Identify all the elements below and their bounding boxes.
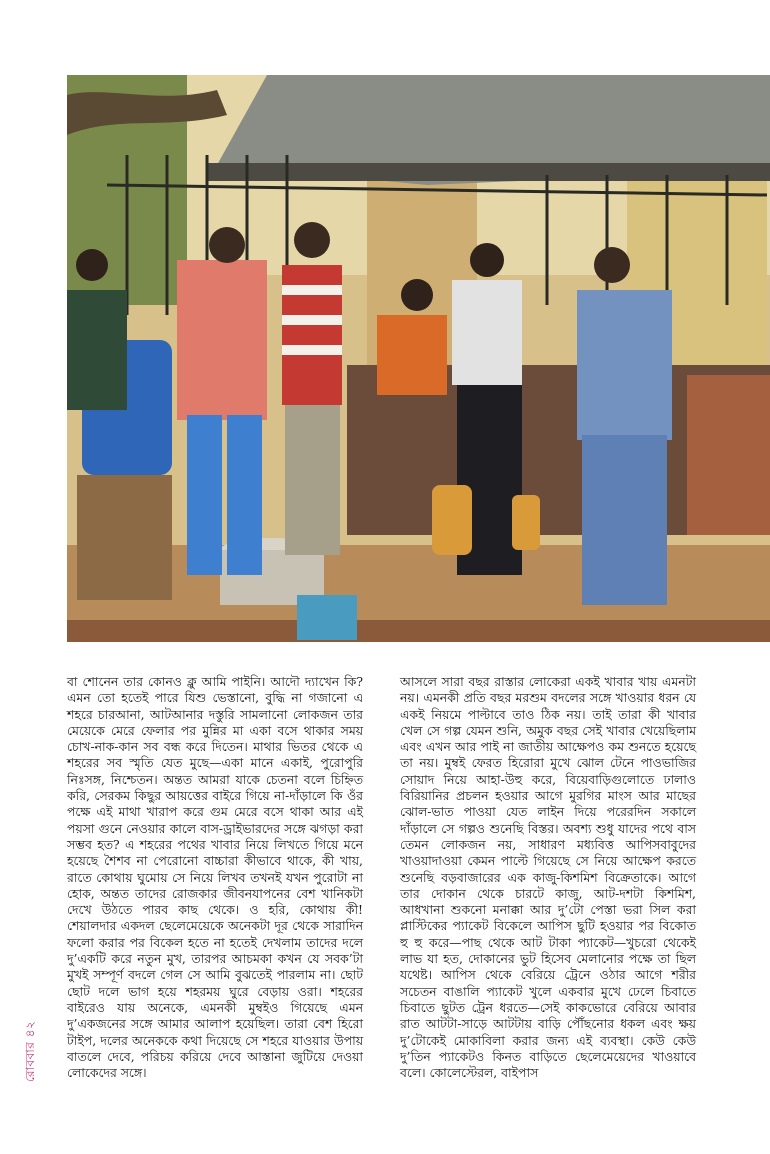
street-food-photo [67, 75, 770, 642]
article-column-left: বা শোনেন তার কোনও ক্লু আমি পাইনি। আদৌ দ্যাখেন কি? এমন তো হতেই পারে যিশু ভেস্তানো, বুদ্ধি না গজানো এ শহরে চারআনা, আটআনার দস্তুরি সামলানো লোকজন তার মেয়েকে মেরে ফেলার পর মুন্নির মা একা বসে থাকার সময় চোখ-নাক-কান সব বন্ধ করে দিতেন। মাথার ভিতর থেকে এ শহরের সব স্মৃতি যেত মুছে—একা মানে একাই, পুরোপুরি নিঃসঙ্গ, নিশ্চেতন। অন্তত আমরা যাকে চেতনা বলে চিহ্নিত করি, সেরকম কিছুর আয়ত্তের বাইরে গিয়ে না-দাঁড়ালে কি ওঁর পক্ষে এই মাথা খারাপ করে গুম মেরে বসে থাকা আর এই পয়সা গুনে নেওয়ার কালে বাস-ড্রাইভারদের সঙ্গে ঝগড়া করা সম্ভব হত? এ শহরের পথের খাবার নিয়ে লিখতে গিয়ে মনে হয়েছে শৈশব না পেরোনো বাচ্চারা কীভাবে থাকে, কী খায়, রাতে কোথায় ঘুমোয় সে নিয়ে লিখব তখনই যখন পুরোটা না হোক, অন্তত তাদের রোজকার জীবনযাপনের বেশ খানিকটা দেখে উঠতে পারব কাছ থেকে। ও হরি, কোথায় কী! শেয়ালদার একদল ছেলেমেয়েকে অনেকটা দূর থেকে সারাদিন ফলো করার পর বিকেল হতে না হতেই দেখলাম তাদের দলে দু’একটি করে নতুন মুখ, তারপর আচমকা কখন যে সবক’টা মুখই সম্পূর্ণ বদলে গেল সে আমি বুঝতেই পারলাম না। ছোট ছোট দলে ভাগ হয়ে শহরময় ঘুরে বেড়ায় ওরা। শহরের বাইরেও যায় অনেকে, এমনকী মুম্বইও গিয়েছে এমন দু’একজনের সঙ্গে আমার আলাপ হয়েছিল। তারা বেশ হিরো টাইপ, দলের অনেককে কথা দিয়েছে সে শহরে যাওয়ার উপায় বাতলে দেবে, পরিচয় করিয়ে দেবে আস্তানা জুটিয়ে দেওয়া লোকেদের সঙ্গে। [67, 674, 363, 1081]
page-footer: রোববার ৪২ [23, 1020, 37, 1082]
article-column-right: আসলে সারা বছর রাস্তার লোকেরা একই খাবার খায় এমনটা নয়। এমনকী প্রতি বছর মরশুম বদলের সঙ্গে খাওয়ার ধরন যে একই নিয়মে পাল্টাবে তাও ঠিক নয়। তাই তারা কী খাবার খেল সে গল্প যেমন শুনি, অমুক বছর সেই খাবার খেয়েছিলাম এবং এখন আর পাই না জাতীয় আক্ষেপও কম শুনতে হয়েছে তা নয়। মুম্বই ফেরত হিরোরা মুখে ঝোল টেনে পাওভাজির সোয়াদ নিয়ে আহা-উহু করে, বিয়েবাড়িগুলোতে ঢালাও বিরিয়ানির প্রচলন হওয়ার আগে মুরগির মাংস আর মাছের ঝোল-ভাত পাওয়া যেত লাইন দিয়ে পরেরদিন সকালে দাঁড়ালে সে গল্পও শুনেছি বিস্তর। অবশ্য শুধু যাদের পথে বাস তেমন লোকজন নয়, সাধারণ মধ্যবিত্ত আপিসবাবুদের খাওয়াদাওয়া কেমন পাল্টে গিয়েছে সে নিয়ে আক্ষেপ করতে শুনেছি বড়বাজারের এক কাজু-কিশমিশ বিক্রেতাকে। আগে তার দোকান থেকে চারটে কাজু, আট-দশটা কিশমিশ, আধখানা শুকনো মনাক্কা আর দু’টো পেস্তা ভরা সিল করা প্লাস্টিকের প্যাকেট বিকেলে আপিস ছুটি হওয়ার পর বিকোত হু হু করে—পাছ থেকে আট টাকা প্যাকেট—খুচরো থেকেই লাভ যা হত, দোকানের ভুট হিসেব মেলানোর পক্ষে তা ছিল যথেষ্ট। আপিস থেকে বেরিয়ে ট্রেনে ওঠার আগে শরীর সচেতন বাঙালি প্যাকেট খুলে একবার মুখে ঢেলে চিবাতে চিবাতে ছুটত ট্রেন ধরতে—সেই কাকভোরে বেরিয়ে আবার রাত আটটা-সাড়ে আটটায় বাড়ি পৌঁছনোর ধকল এবং ক্ষয় দু’টোকেই মোকাবিলা করার জন্য এই ব্যবস্থা। কেউ কেউ দু’তিন প্যাকেটও কিনত বাড়িতে ছেলেমেয়েদের খাওয়াবে বলে। কোলেস্টেরল, বাইপাস [400, 674, 696, 1081]
street-scene-illustration [67, 75, 770, 642]
